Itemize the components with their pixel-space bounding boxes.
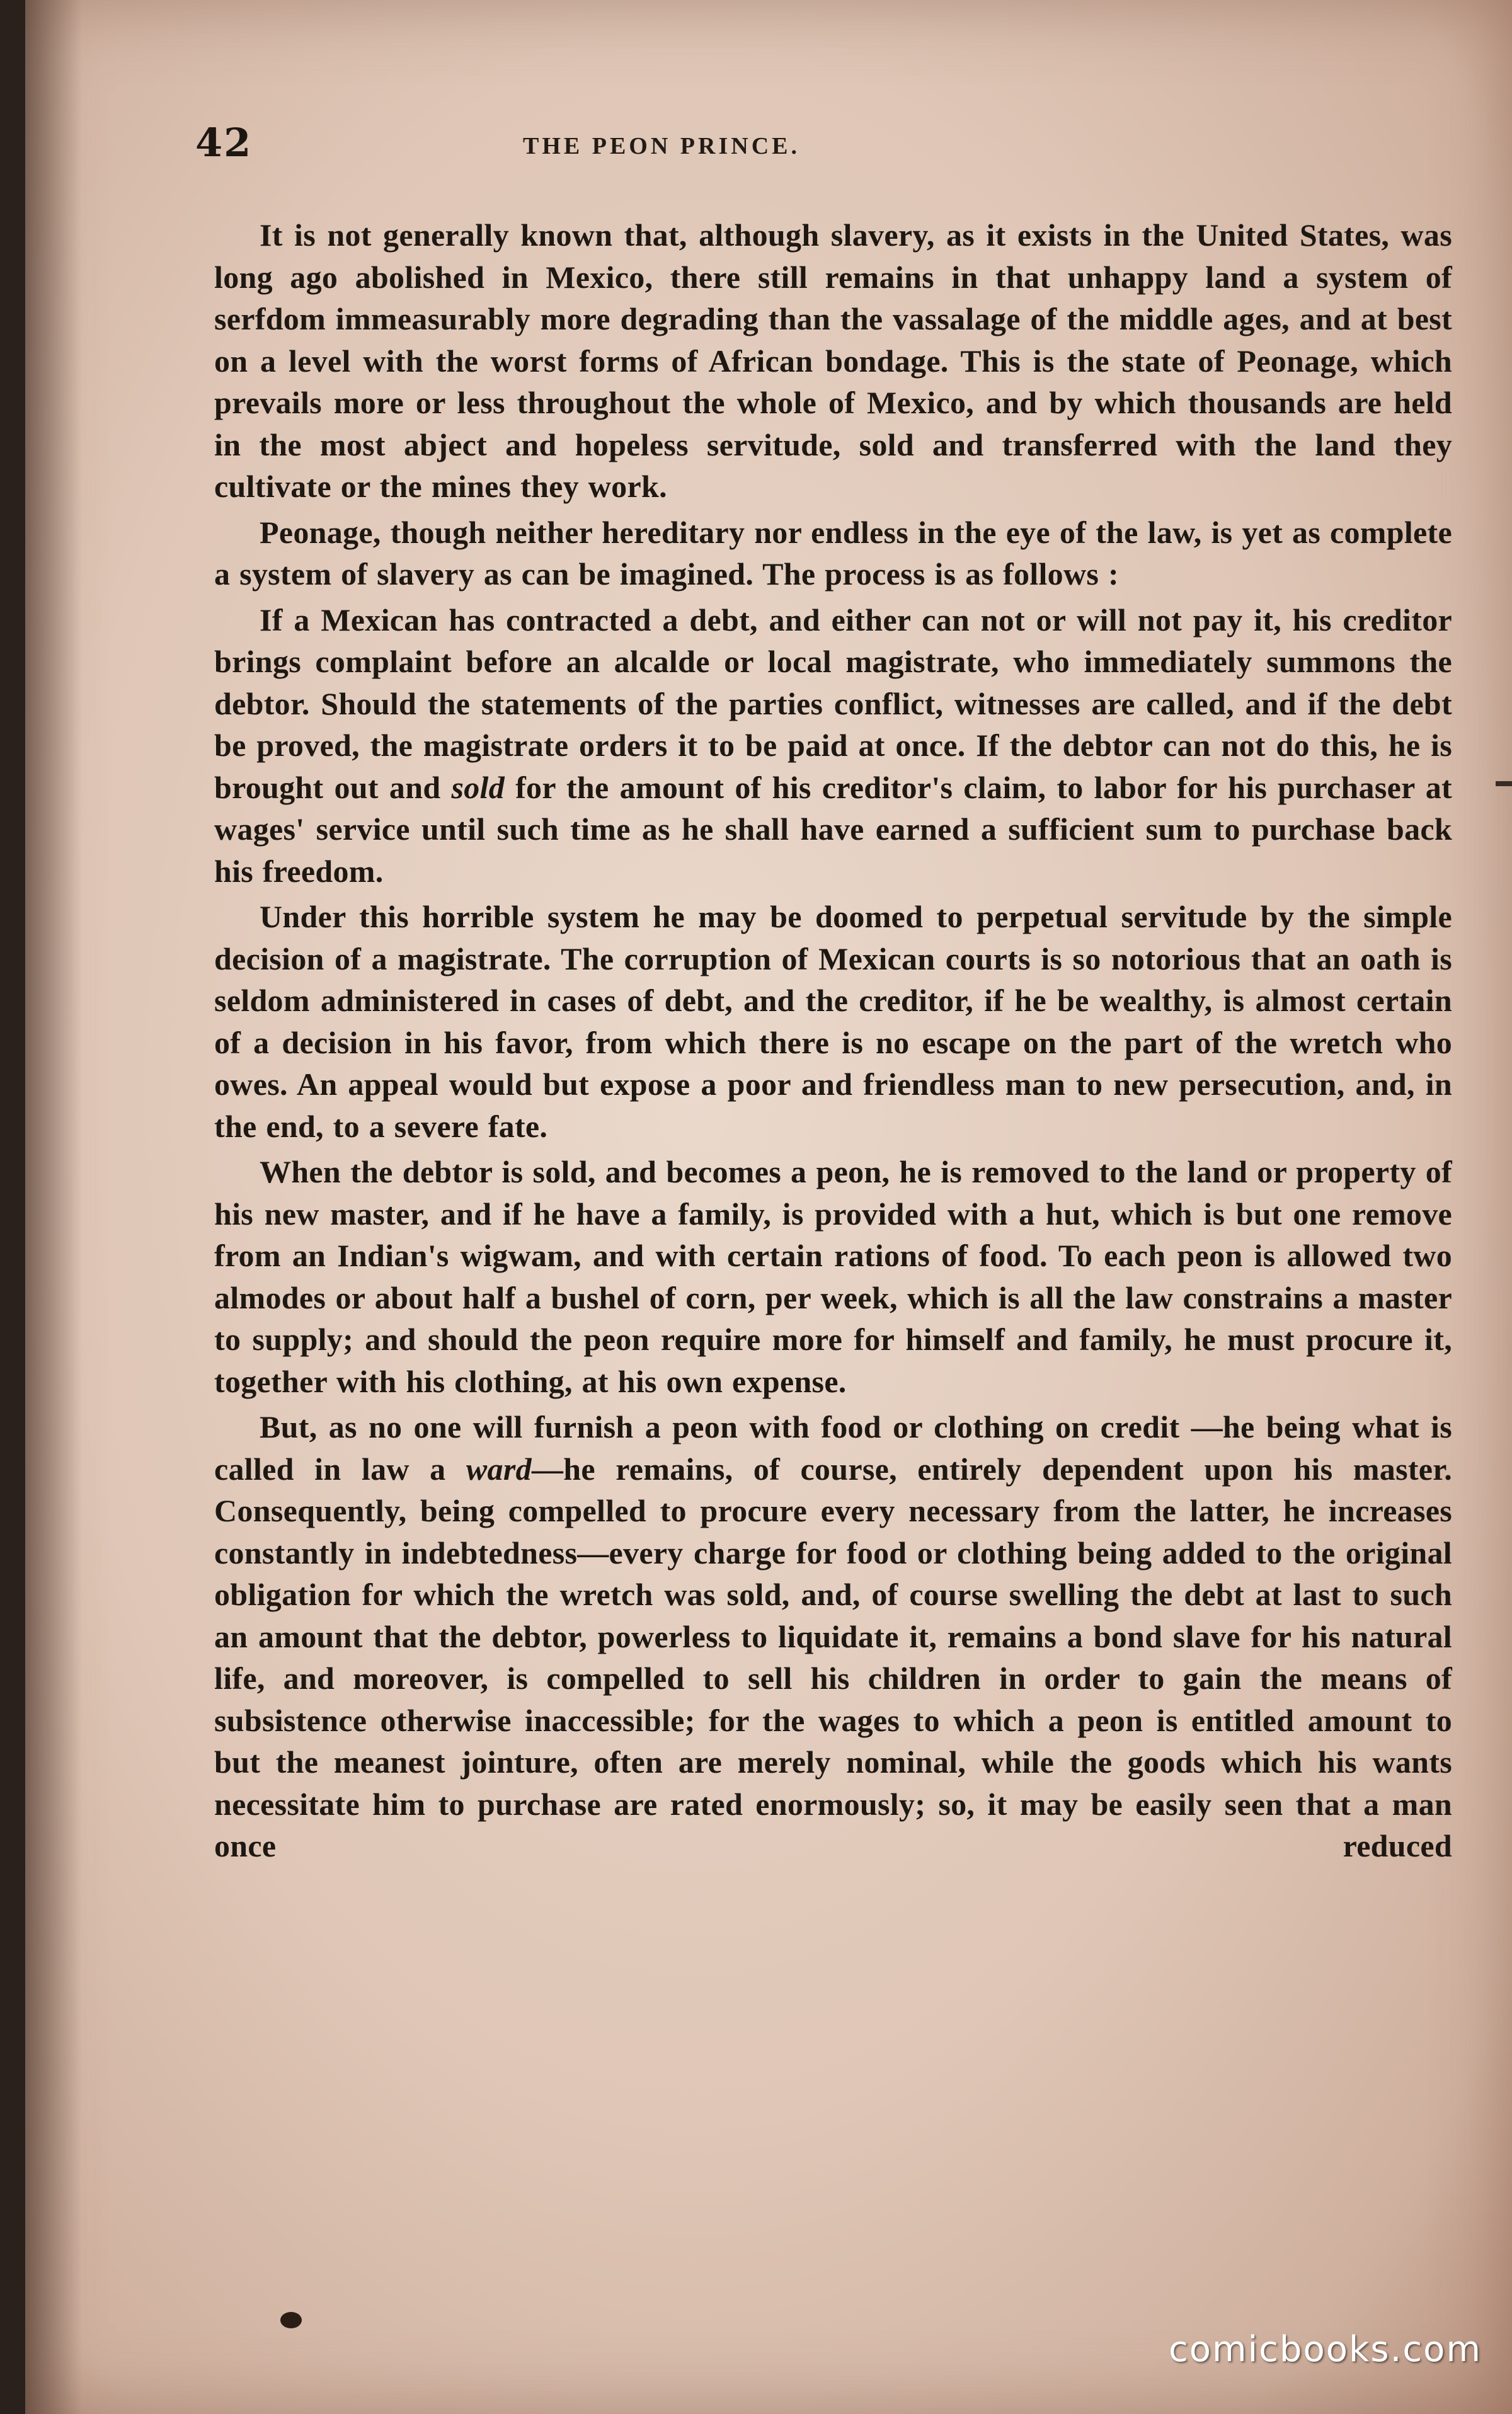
paragraph-2: Peonage, though neither hereditary nor endless in the eye of the law, is yet as complete a system of slavery as can be imagined. The process is as follows : (214, 514, 1452, 592)
italic-sold: sold (451, 769, 505, 805)
italic-ward: ward (466, 1451, 532, 1487)
body-text (214, 214, 1452, 1871)
page-number: 42 (195, 120, 253, 166)
book-page (25, 0, 1512, 2414)
page-header (195, 120, 1449, 176)
paragraph-3 (214, 599, 1452, 893)
paragraph-4: Under this horrible system he may be doomed to perpetual servitude by the simple decision of a magistrate. The corruption of Mexican courts is so notorious that an oath is seldom administered in cases of debt, and the creditor, if he be wealthy, is almost certain of a decision in his favor, from which there is no escape on the part of the wretch who owes. An appeal would but expose a poor and friendless man to new persecution, and, in the end, to a severe fate. (214, 899, 1452, 1144)
paragraph-6-part-2: —he remains, of course, entirely dependent upon his master. Consequently, being compelled to procure every necessary from the latter, he increases constantly in indebtedness—every charge for food or clothing being added to the original obligation for which the wretch was sold, and, of course swelling the debt at last to such an amount that the debtor, powerless to liquidate it, remains a bond slave for his natural life, and moreover, is compelled to sell his children in order to gain the means of subsistence otherwise inaccessible; for the wages to which a peon is entitled amount to but the meanest jointure, often are merely nominal, while the goods which his wants necessitate him to purchase are rated enormously; so, it may be easily seen that a man once reduced (214, 1451, 1452, 1863)
paragraph-1: It is not generally known that, although slavery, as it exists in the United States, was long ago abolished in Mexico, there still remains in that unhappy land a system of serfdom immeasurably more degrading than the vassalage of the middle ages, and at best on a level with the worst forms of African bondage. This is the state of Peonage, which prevails more or less throughout the whole of Mexico, and by which thousands are held in the most abject and hopeless servitude, sold and transferred with the land they cultivate or the mines they work. (214, 217, 1452, 504)
ink-blot (280, 2312, 302, 2328)
paragraph-5: When the debtor is sold, and becomes a peon, he is removed to the land or property of his new master, and if he have a family, is provided with a hut, which is but one remove from an Indian's wigwam, and with certain rations of food. To each peon is allowed two almodes or about half a bushel of corn, per week, which is all the law constrains a master to supply; and should the peon require more for himself and family, he must procure it, together with his clothing, at his own expense. (214, 1154, 1452, 1399)
page-gutter-shadow (25, 0, 82, 2414)
page-edge-mark (1496, 781, 1512, 786)
paragraph-3-part-2: for the amount of his creditor's claim, to labor for his purchaser at wages' service until such time as he shall have earned a sufficient sum to purchase back his freedom. (214, 769, 1452, 889)
paragraph-3-part-1: If a Mexican has contracted a debt, and either can not or will not pay it, his creditor brings complaint before an alcalde or local magistrate, who immediately summons the debtor. Should the statements of the parties conflict, witnesses are called, and if the debt be proved, the magistrate orders it to be paid at once. If the debtor can not do this, he is brought out and (214, 602, 1452, 805)
paragraph-6-part-1: But, as no one will furnish a peon with food or clothing on credit —he being what is called in law a (214, 1409, 1452, 1487)
paragraph-6 (214, 1406, 1452, 1867)
running-title: THE PEON PRINCE. (523, 133, 800, 159)
watermark: comicbooks.com (1168, 2329, 1482, 2370)
